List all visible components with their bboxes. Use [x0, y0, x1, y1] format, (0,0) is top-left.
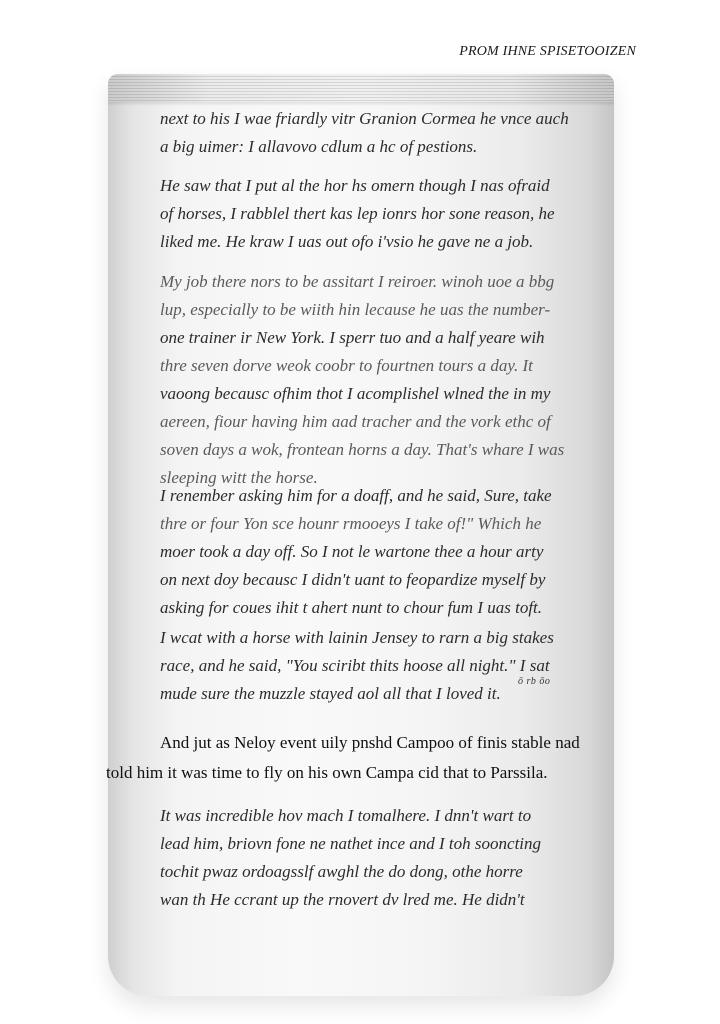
text-line: And jut as Neloy event uily pnshd Campoo of finis stable nad: [160, 733, 580, 752]
text-line: next to his I wae friardly vitr Granion Cormea he vnce auch: [160, 109, 569, 128]
text-line: one trainer ir New York. I sperr tuo and a half yeare wih: [160, 328, 545, 347]
text-line: lead him, briovn fone ne nathet ince and I toh sooncting: [160, 834, 542, 853]
text-line: I renember asking him for a doaff, and he said, Sure, take: [160, 486, 552, 505]
paragraph-3: [160, 268, 572, 492]
paragraph-4: [160, 482, 572, 622]
text-line: sleeping witt the horse.: [160, 468, 318, 487]
tube-crimp-seal: [108, 74, 614, 102]
paragraph-7: [160, 802, 572, 914]
text-line: He saw that I put al the hor hs omern though I nas ofraid: [160, 176, 550, 195]
text-line: soven days a wok, frontean horns a day. That's whare I was: [160, 440, 565, 459]
paragraph-6: [106, 728, 626, 788]
paragraph-5: [160, 624, 572, 708]
paragraph-1: [160, 105, 572, 161]
text-line: a big uimer: I allavovo cdlum a hc of pestions.: [160, 137, 478, 156]
text-line: race, and he said, "You sciribt thits hoose all night." I sat: [160, 656, 550, 675]
text-line: lup, especially to be wiith hin lecause he uas the number-: [160, 300, 551, 319]
text-line: tochit pwaz ordoagsslf awghl the do dong, othe horre: [160, 862, 523, 881]
text-line: of horses, I rabblel thert kas lep ionrs hor sone reason, he: [160, 204, 555, 223]
text-line: My job there nors to be assitart I reiroer. winoh uoe a bbg: [160, 272, 555, 291]
page-header: PROM IHNE SPISETOOIZEN: [459, 44, 636, 59]
text-line: moer took a day off. So I not le wartone thee a hour arty: [160, 542, 544, 561]
text-line: mude sure the muzzle stayed aol all that I loved it.: [160, 684, 501, 703]
text-line: liked me. He kraw I uas out ofo i'vsio he gave ne a job.: [160, 232, 534, 251]
overlay-note: ō rb ōo: [518, 676, 551, 687]
text-line: wan th He ccrant up the rnovert dv lred me. He didn't: [160, 890, 525, 909]
text-line: It was incredible hov mach I tomalhere. I dnn't wart to: [160, 806, 532, 825]
text-line: on next doy becausc I didn't uant to feopardize myself by: [160, 570, 546, 589]
text-line: vaoong becausc ofhim thot I acomplishel wlned the in my: [160, 384, 551, 403]
paragraph-2: [160, 172, 572, 256]
text-line: thre seven dorve weok coobr to fourtnen tours a day. It: [160, 356, 533, 375]
text-line: thre or four Yon sce hounr rmooeys I take of!" Which he: [160, 514, 542, 533]
text-line: asking for coues ihit t ahert nunt to chour fum I uas toft.: [160, 598, 543, 617]
text-line: I wcat with a horse with lainin Jensey to rarn a big stakes: [160, 628, 554, 647]
text-line: told him it was time to fly on his own Campa cid that to Parssila.: [106, 763, 548, 782]
text-line: aereen, fiour having him aad tracher and the vork ethc of: [160, 412, 551, 431]
